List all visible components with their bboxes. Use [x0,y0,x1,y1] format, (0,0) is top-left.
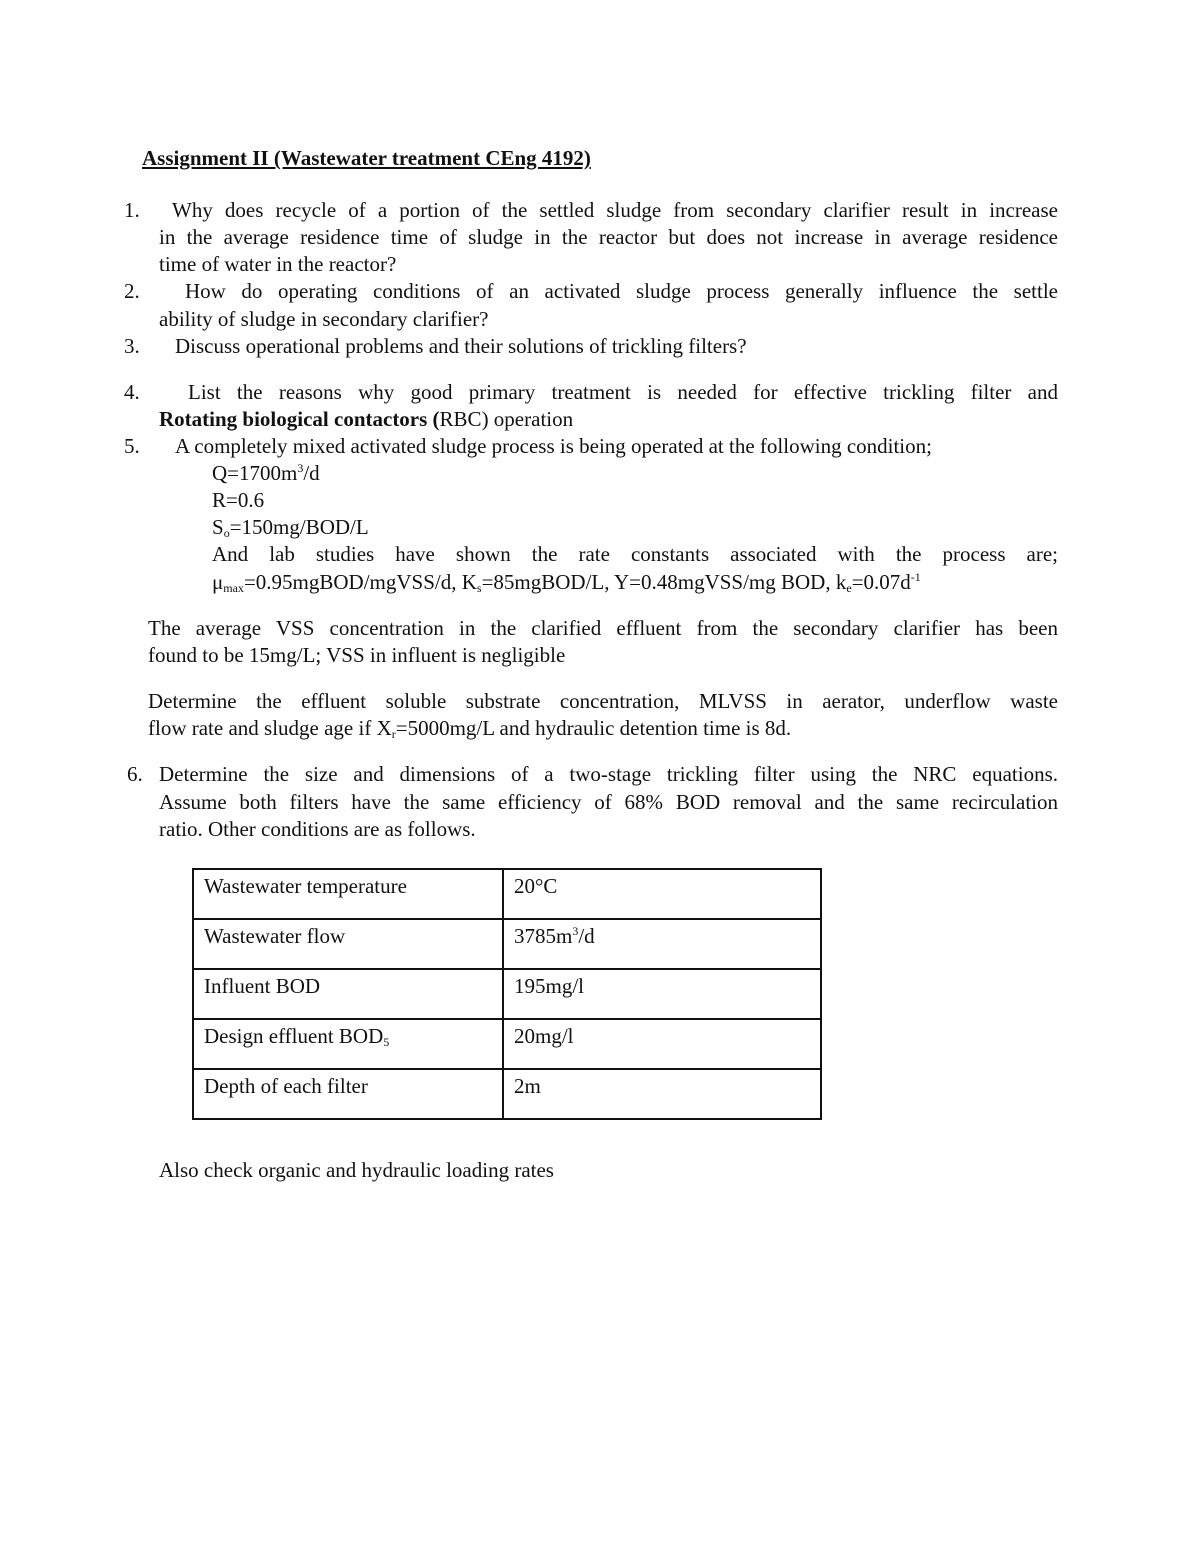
paragraph-line: The average VSS concentration in the clarified effluent from the secondary clarifier has been [148,616,1058,640]
table-row [193,969,821,1019]
superscript: 3 [572,924,579,938]
paragraph-line: Determine the effluent soluble substrate concentration, MLVSS in aerator, underflow waste [148,689,1058,713]
text-run: =85mgBOD/L, Y=0.48mgVSS/mg BOD, k [481,570,847,594]
question-number: 4. [124,380,140,404]
superscript: 3 [297,461,304,475]
question-number: 6. [127,762,143,786]
table-cell-label: Depth of each filter [193,1069,503,1119]
subscript: max [223,581,244,595]
table-row [193,1019,821,1069]
question-text-line: time of water in the reactor? [159,252,397,276]
text-run: /d [578,924,595,948]
table-row [193,919,821,969]
table-cell-value: 195mg/l [503,969,821,1019]
question-number: 5. [124,434,140,458]
conditions-table [192,868,822,1120]
text-run: =0.07d [851,570,911,594]
text-run: /d [303,461,320,485]
paragraph-line [148,716,791,740]
question-text-line: Discuss operational problems and their solutions of trickling filters? [175,334,747,358]
text-run: RBC) operation [439,407,574,431]
table-cell-label: Wastewater temperature [193,869,503,919]
condition-q [212,461,320,485]
text-run: μ [212,570,224,594]
page-title: Assignment II (Wastewater treatment CEng 4192) [142,146,591,170]
condition-so [212,515,369,539]
table-cell-value: 20mg/l [503,1019,821,1069]
question-text-line: ability of sludge in secondary clarifier? [159,307,489,331]
question-number: 1. [124,198,140,222]
table-cell-value: 2m [503,1069,821,1119]
subscript: r [391,727,396,741]
question-text-line: And lab studies have shown the rate constants associated with the process are; [212,542,1058,566]
text-run: 3785m [514,924,573,948]
superscript: -1 [910,570,921,584]
table-cell-label: Influent BOD [193,969,503,1019]
text-run: =0.95mgBOD/mgVSS/d, K [243,570,477,594]
text-run: flow rate and sludge age if X [148,716,392,740]
question-text-line: ratio. Other conditions are as follows. [159,817,476,841]
text-run: =5000mg/L and hydraulic detention time is 8d. [395,716,792,740]
table-cell-label: Wastewater flow [193,919,503,969]
text-run: Design effluent BOD [204,1024,384,1048]
subscript: o [223,526,230,540]
table-cell-value [503,919,821,969]
question-text-line: How do operating conditions of an activated sludge process generally influence the settle [185,279,1058,303]
condition-r: R=0.6 [212,488,265,512]
subscript: 5 [383,1035,390,1049]
rate-constants [212,570,921,594]
question-number: 3. [124,334,140,358]
question-text-line: in the average residence time of sludge in the reactor but does not increase in average residence [159,225,1058,249]
question-text-line: Assume both filters have the same efficiency of 68% BOD removal and the same recirculation [159,790,1058,814]
text-run: Q=1700m [212,461,298,485]
text-run: S [212,515,224,539]
question-text-line: Determine the size and dimensions of a two-stage trickling filter using the NRC equations. [159,762,1058,786]
question-text-line: List the reasons why good primary treatment is needed for effective trickling filter and [188,380,1058,404]
footer-note: Also check organic and hydraulic loading rates [159,1158,554,1182]
question-number: 2. [124,279,140,303]
question-text-line [159,407,573,431]
paragraph-line: found to be 15mg/L; VSS in influent is negligible [148,643,566,667]
table-row [193,869,821,919]
text-run: =150mg/BOD/L [229,515,369,539]
table-row [193,1069,821,1119]
question-text-line: Why does recycle of a portion of the settled sludge from secondary clarifier result in increase [172,198,1058,222]
subscript: s [476,581,482,595]
subscript: e [846,581,852,595]
table-cell-label [193,1019,503,1069]
table-cell-value: 20°C [503,869,821,919]
bold-term: Rotating biological contactors ( [159,407,440,431]
question-text-line: A completely mixed activated sludge process is being operated at the following condition; [175,434,932,458]
